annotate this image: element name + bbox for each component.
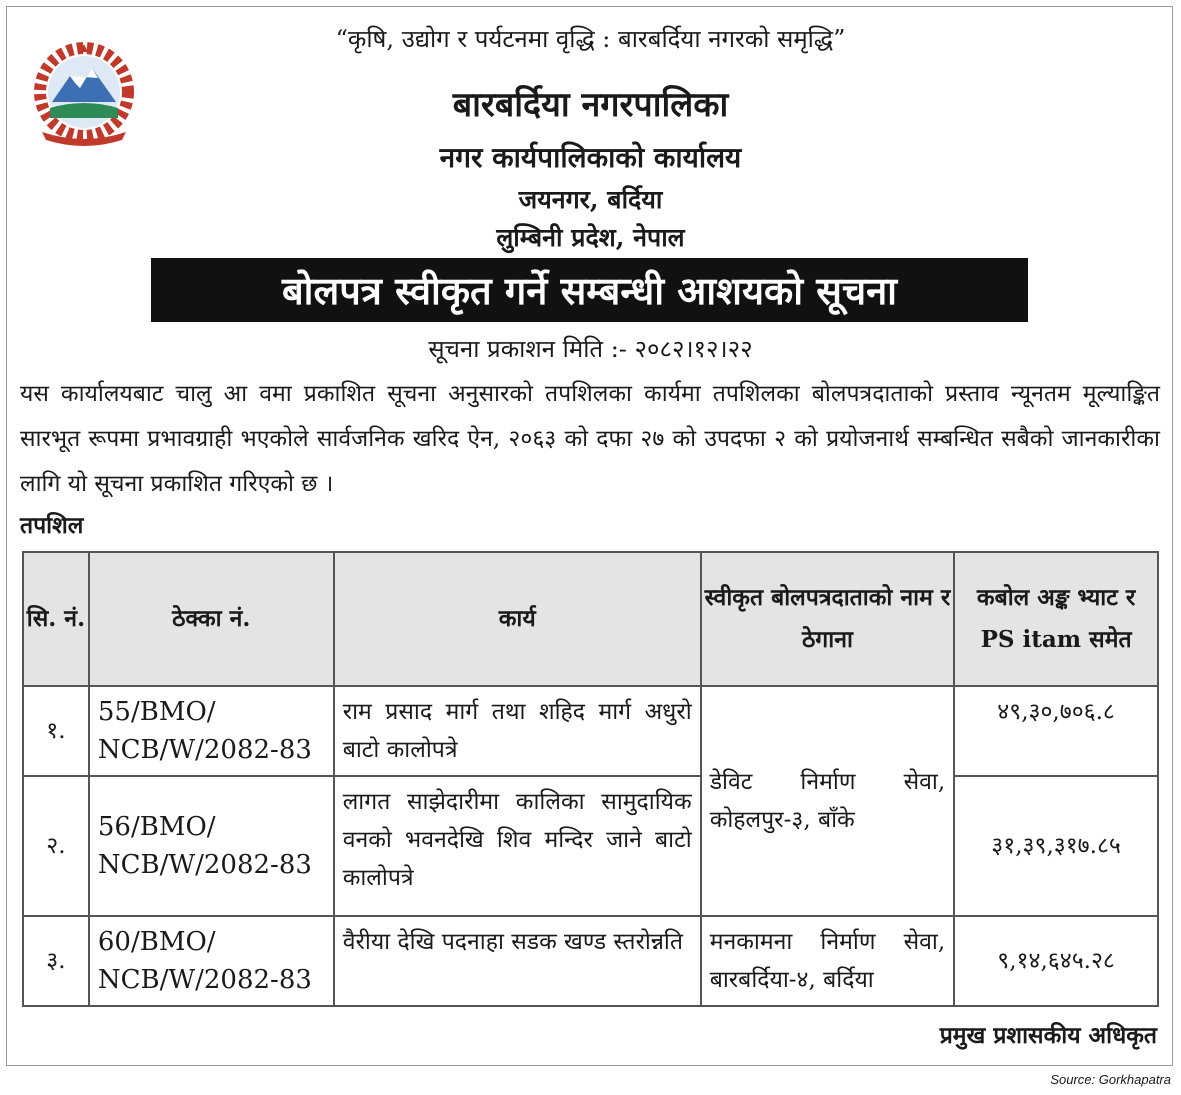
table-row xyxy=(23,686,1158,776)
table-row xyxy=(23,776,1158,916)
notice-title: बोलपत्र स्वीकृत गर्ने सम्बन्धी आशयको सूचना xyxy=(281,268,898,313)
executive-office: नगर कार्यपालिकाको कार्यालय xyxy=(439,141,742,174)
signature: प्रमुख प्रशासकीय अधिकृत xyxy=(939,1022,1157,1049)
slogan: “कृषि, उद्योग र पर्यटनमा वृद्धि : बारबर्दिया नगरको समृद्धि” xyxy=(335,25,846,53)
header-sn: सि. नं. xyxy=(23,552,89,686)
row-contract: 60/BMO/ NCB/W/2082-83 xyxy=(89,916,334,1006)
row-amount: ३१,३९,३१७.८५ xyxy=(954,776,1158,916)
header-contract: ठेक्का नं. xyxy=(89,552,334,686)
row-sn: ३. xyxy=(23,916,89,1006)
row-sn: २. xyxy=(23,776,89,916)
bid-table xyxy=(22,551,1159,1007)
row-work: लागत साझेदारीमा कालिका सामुदायिक वनको भवनदेखि शिव मन्दिर जाने बाटो कालोपत्रे xyxy=(334,776,701,916)
office-name: बारबर्दिया नगरपालिका xyxy=(452,85,729,125)
header-amount: कबोल अङ्क भ्याट र PS itam समेत xyxy=(954,552,1158,686)
row-bidder: मनकामना निर्माण सेवा, बारबर्दिया-४, बर्दिया xyxy=(701,916,955,1006)
address-line-2: लुम्बिनी प्रदेश, नेपाल xyxy=(496,223,685,252)
notice-body: यस कार्यालयबाट चालु आ वमा प्रकाशित सूचना अनुसारको तपशिलका कार्यमा तपशिलका बोलपत्रदाताको प्रस्ताव न्यूनतम मूल्याङ्कित सारभूत रूपमा प्रभावग्राही भएकोले सार्वजनिक खरिद ऐन, २०६३ को दफा २७ को उपदफा २ को प्रयोजनार्थ सम्बन्धित सबैको जानकारीका लागि यो सूचना प्रकाशित गरिएको छ । xyxy=(20,381,1160,497)
row-amount: ९,१४,६४५.२८ xyxy=(954,916,1158,1006)
row-work: राम प्रसाद मार्ग तथा शहिद मार्ग अधुरो बाटो कालोपत्रे xyxy=(334,686,701,776)
source-credit: Source: Gorkhapatra xyxy=(1050,1072,1171,1087)
row-sn: १. xyxy=(23,686,89,776)
header-work: कार्य xyxy=(334,552,701,686)
row-contract: 55/BMO/ NCB/W/2082-83 xyxy=(89,686,334,776)
notice-title-banner xyxy=(151,258,1028,322)
table-row xyxy=(23,916,1158,1006)
address-line-1: जयनगर, बर्दिया xyxy=(518,185,663,214)
row-amount: ४९,३०,७०६.८ xyxy=(954,686,1158,776)
row-bidder: डेविट निर्माण सेवा, कोहलपुर-३, बाँके xyxy=(701,686,955,916)
table-header-row xyxy=(23,552,1158,686)
row-work: वैरीया देखि पदनाहा सडक खण्ड स्तरोन्नति xyxy=(334,916,701,1006)
row-contract: 56/BMO/ NCB/W/2082-83 xyxy=(89,776,334,916)
schedule-label: तपशिल xyxy=(20,512,84,539)
publish-date: सूचना प्रकाशन मिति :- २०८२।१२।२२ xyxy=(428,335,753,363)
header-bidder: स्वीकृत बोलपत्रदाताको नाम र ठेगाना xyxy=(701,552,955,686)
